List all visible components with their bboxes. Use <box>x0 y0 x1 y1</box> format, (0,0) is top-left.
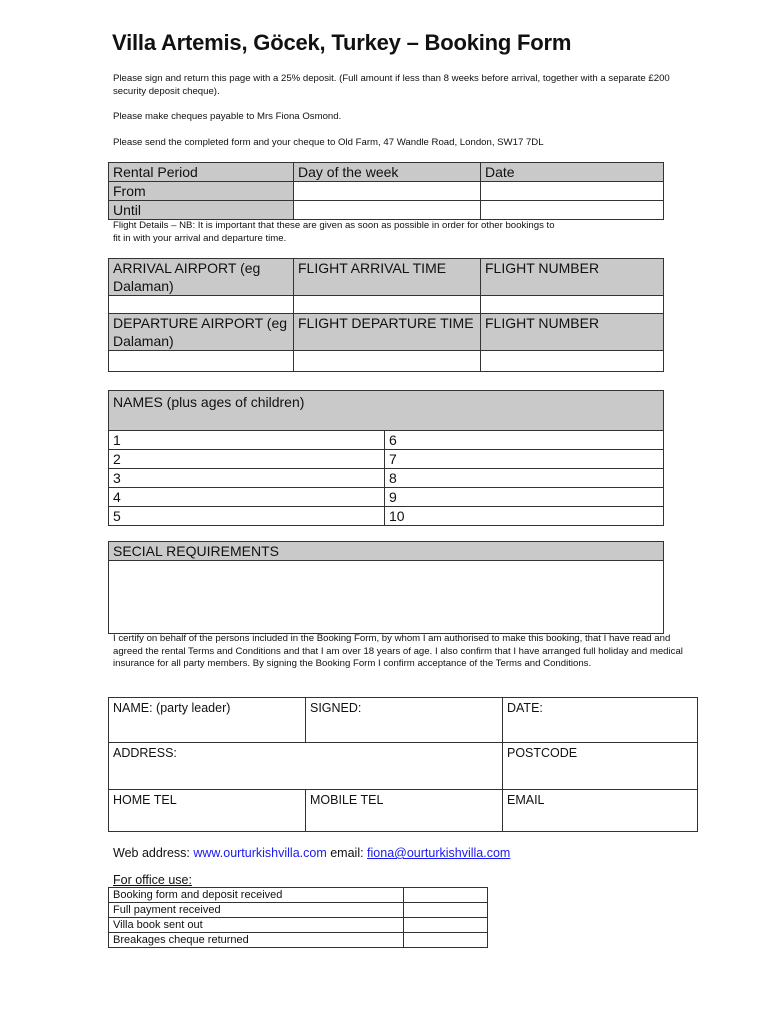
mobile-tel-field[interactable]: MOBILE TEL <box>306 790 503 832</box>
contact-table <box>108 697 698 832</box>
name-slot[interactable]: 1 <box>109 431 385 450</box>
email-field[interactable]: EMAIL <box>503 790 698 832</box>
name-slot[interactable]: 2 <box>109 450 385 469</box>
special-requirements-field[interactable] <box>109 561 664 634</box>
name-slot[interactable]: 8 <box>385 469 664 488</box>
name-slot[interactable]: 9 <box>385 488 664 507</box>
arrival-airport-cell[interactable] <box>109 296 294 314</box>
intro-address: Please send the completed form and your cheque to Old Farm, 47 Wandle Road, London, SW17 7DL <box>113 137 544 148</box>
intro-cheques: Please make cheques payable to Mrs Fiona Osmond. <box>113 111 342 122</box>
office-row-label: Full payment received <box>109 903 404 918</box>
page-title: Villa Artemis, Göcek, Turkey – Booking Form <box>112 30 572 55</box>
certification-text: I certify on behalf of the persons included in the Booking Form, by whom I am authorised to make this booking, that I have read and agreed the rental Terms and Conditions and that I am over 18 years of age. I also confirm that I have arranged full holiday and medical insurance for all party members. By signing the Booking Form I confirm acceptance of the Terms and Conditions. <box>113 633 683 669</box>
arrival-airport-header: ARRIVAL AIRPORT (eg Dalaman) <box>109 259 294 296</box>
name-slot[interactable]: 6 <box>385 431 664 450</box>
name-slot[interactable]: 10 <box>385 507 664 526</box>
until-date-cell[interactable] <box>481 201 664 220</box>
office-use-table <box>108 887 488 948</box>
web-address-label: Web address: <box>113 846 194 860</box>
office-row-check[interactable] <box>404 918 488 933</box>
date-header: Date <box>481 163 664 182</box>
office-row-check[interactable] <box>404 888 488 903</box>
departure-time-cell[interactable] <box>294 351 481 372</box>
arrival-time-cell[interactable] <box>294 296 481 314</box>
name-slot[interactable]: 4 <box>109 488 385 507</box>
name-field[interactable]: NAME: (party leader) <box>109 698 306 743</box>
address-field[interactable]: ADDRESS: <box>109 743 503 790</box>
until-day-cell[interactable] <box>294 201 481 220</box>
office-row-label: Villa book sent out <box>109 918 404 933</box>
names-header: NAMES (plus ages of children) <box>109 391 664 431</box>
names-table <box>108 390 664 526</box>
day-of-week-header: Day of the week <box>294 163 481 182</box>
departure-airport-cell[interactable] <box>109 351 294 372</box>
web-address-line <box>113 845 510 861</box>
intro-deposit: Please sign and return this page with a 25% deposit. (Full amount if less than 8 weeks before arrival, together with a separate £200 security deposit cheque). <box>113 73 670 97</box>
arrival-time-header: FLIGHT ARRIVAL TIME <box>294 259 481 296</box>
departure-airport-header: DEPARTURE AIRPORT (eg Dalaman) <box>109 314 294 351</box>
postcode-field[interactable]: POSTCODE <box>503 743 698 790</box>
from-date-cell[interactable] <box>481 182 664 201</box>
date-field[interactable]: DATE: <box>503 698 698 743</box>
rental-period-table <box>108 162 664 220</box>
email-label: email: <box>326 846 368 860</box>
office-use-heading: For office use: <box>113 873 192 887</box>
flight-details-note: Flight Details – NB: It is important that these are given as soon as possible in order for other bookings to fit in with your arrival and departure time. <box>113 220 555 244</box>
home-tel-field[interactable]: HOME TEL <box>109 790 306 832</box>
website-link[interactable]: www.ourturkishvilla.com <box>193 846 327 860</box>
office-row-check[interactable] <box>404 903 488 918</box>
special-requirements-table <box>108 541 664 634</box>
flight-table <box>108 258 664 372</box>
name-slot[interactable]: 7 <box>385 450 664 469</box>
departure-number-header: FLIGHT NUMBER <box>481 314 664 351</box>
from-label: From <box>109 182 294 201</box>
office-row-check[interactable] <box>404 933 488 948</box>
departure-time-header: FLIGHT DEPARTURE TIME <box>294 314 481 351</box>
arrival-number-header: FLIGHT NUMBER <box>481 259 664 296</box>
from-day-cell[interactable] <box>294 182 481 201</box>
email-link[interactable]: fiona@ourturkishvilla.com <box>367 846 511 860</box>
until-label: Until <box>109 201 294 220</box>
special-requirements-header: SECIAL REQUIREMENTS <box>109 542 664 561</box>
office-row-label: Breakages cheque returned <box>109 933 404 948</box>
name-slot[interactable]: 5 <box>109 507 385 526</box>
signed-field[interactable]: SIGNED: <box>306 698 503 743</box>
departure-number-cell[interactable] <box>481 351 664 372</box>
name-slot[interactable]: 3 <box>109 469 385 488</box>
rental-period-header: Rental Period <box>109 163 294 182</box>
arrival-number-cell[interactable] <box>481 296 664 314</box>
office-row-label: Booking form and deposit received <box>109 888 404 903</box>
